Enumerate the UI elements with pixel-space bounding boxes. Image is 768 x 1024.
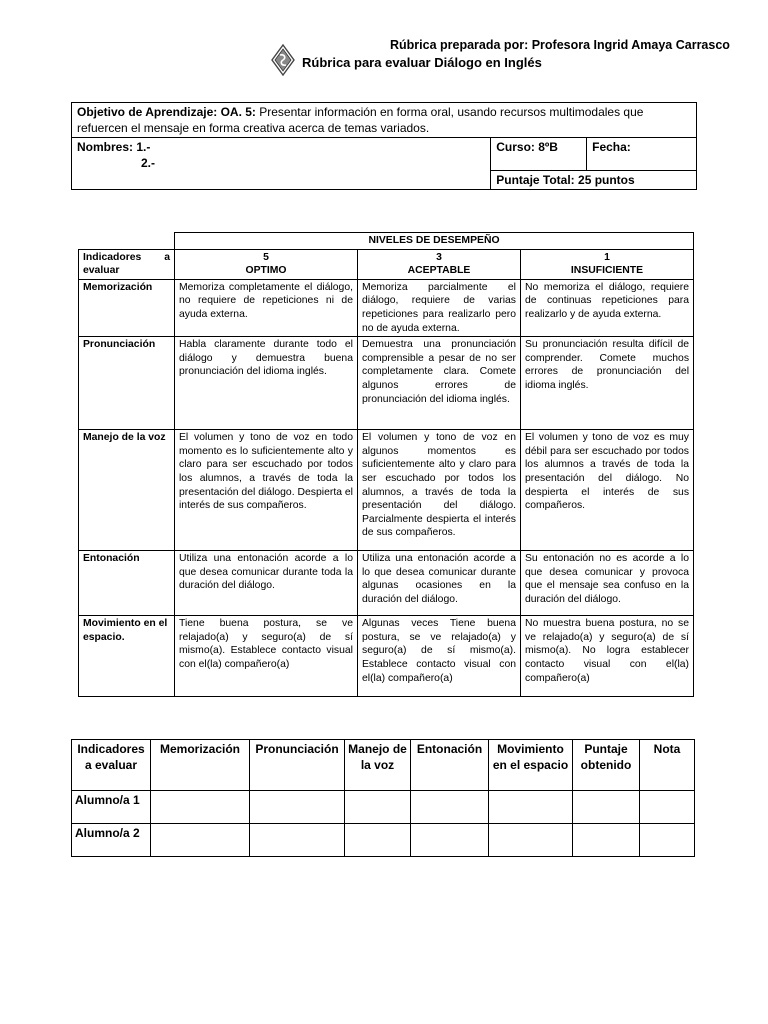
rubric-row-manejo-voz xyxy=(79,430,694,551)
level-score: 3 xyxy=(436,251,442,263)
school-crest-icon xyxy=(271,44,295,76)
score-cell[interactable] xyxy=(151,791,250,824)
score-header: Pronunciación xyxy=(250,740,345,791)
score-cell[interactable] xyxy=(489,824,573,857)
rubric-cell: Su entonación no es acorde a lo que desea comunicar y provoca que el mensaje sea confuso en la duración del diálogo. xyxy=(521,551,694,616)
rubric-cell: Algunas veces Tiene buena postura, se ve relajado(a) y seguro(a) de sí mismo(a). Establece contacto visual con el(la) compañero(a) xyxy=(358,616,521,697)
score-header: Entonación xyxy=(411,740,489,791)
level-name: OPTIMO xyxy=(245,264,287,276)
rubric-cell: El volumen y tono de voz en algunos momentos es suficientemente alto y claro para ser escuchado por todos los alumnos, a través de toda la presentación del diálogo. Parcialmente despierta el interés de sus compañeros. xyxy=(358,430,521,551)
indicator-label: Memorización xyxy=(79,279,175,336)
rubric-row-movimiento xyxy=(79,616,694,697)
rubric-cell: No memoriza el diálogo, requiere de continuas repeticiones para realizarlo y de ayuda externa. xyxy=(521,279,694,336)
rubric-row-pronunciacion xyxy=(79,337,694,430)
level-name: ACEPTABLE xyxy=(407,264,471,276)
date-field: Fecha: xyxy=(587,138,697,171)
score-header-row xyxy=(72,740,695,791)
rubric-cell: Demuestra una pronunciación comprensible a pesar de no ser completamente clara. Comete algunos errores de pronunciación del idioma inglés. xyxy=(358,337,521,430)
score-cell[interactable] xyxy=(250,791,345,824)
prepared-by: Rúbrica preparada por: Profesora Ingrid Amaya Carrasco xyxy=(390,38,730,52)
rubric-cell: El volumen y tono de voz en todo momento es lo suficientemente alto y claro para ser escuchado por todos los alumnos, a través de toda la presentación del diálogo. Despierta el interés de sus compañeros. xyxy=(175,430,358,551)
level-insuficiente xyxy=(521,249,694,279)
rubric-row-entonacion xyxy=(79,551,694,616)
rubric-row-memorizacion xyxy=(79,279,694,336)
score-table xyxy=(71,739,695,857)
rubric-cell: Su pronunciación resulta difícil de comprender. Comete muchos errores de pronunciación del idioma inglés. xyxy=(521,337,694,430)
course-field: Curso: 8ºB xyxy=(491,138,587,171)
rubric-table xyxy=(78,232,694,697)
score-cell[interactable] xyxy=(345,824,411,857)
rubric-cell: Utiliza una entonación acorde a lo que desea comunicar durante toda la duración del diálogo. xyxy=(175,551,358,616)
indicator-label: Pronunciación xyxy=(79,337,175,430)
names-second: 2.- xyxy=(141,156,156,170)
student-label: Alumno/a 2 xyxy=(72,824,151,857)
table-row xyxy=(72,791,695,824)
score-cell[interactable] xyxy=(250,824,345,857)
objective-row xyxy=(72,103,697,138)
objective-text: Presentar información en forma oral, usando recursos multimodales que refuercen el mensaje en forma creativa acerca de temas variados. xyxy=(77,105,644,135)
indicator-label: Entonación xyxy=(79,551,175,616)
names-label: Nombres: 1.- xyxy=(77,140,151,154)
rubric-cell: No muestra buena postura, no se ve relajado(a) y seguro(a) de sí mismo(a). No logra establecer contacto visual con el(la) compañero(a) xyxy=(521,616,694,697)
info-table xyxy=(71,102,697,190)
score-header: Manejo de la voz xyxy=(345,740,411,791)
score-header: Puntaje obtenido xyxy=(573,740,640,791)
rubric-cell: Tiene buena postura, se ve relajado(a) y seguro(a) de sí mismo(a). Establece contacto visual con el(la) compañero(a) xyxy=(175,616,358,697)
level-name: INSUFICIENTE xyxy=(570,264,644,276)
names-row xyxy=(72,138,697,171)
table-row xyxy=(72,824,695,857)
score-header: Indicadores a evaluar xyxy=(72,740,151,791)
names-cell xyxy=(72,138,491,190)
objective-cell xyxy=(72,103,697,138)
score-cell[interactable] xyxy=(411,824,489,857)
objective-label: Objetivo de Aprendizaje: OA. 5: xyxy=(77,105,256,119)
score-header: Movimiento en el espacio xyxy=(489,740,573,791)
rubric-cell: El volumen y tono de voz es muy débil para ser escuchado por todos los alumnos a través de toda la presentación del diálogo. No despierta el interés de sus compañeros. xyxy=(521,430,694,551)
rubric-cell: Memoriza parcialmente el diálogo, requiere de varias repeticiones para realizarlo pero no de ayuda externa. xyxy=(358,279,521,336)
level-score: 1 xyxy=(604,251,610,263)
indicator-label: Manejo de la voz xyxy=(79,430,175,551)
rubric-cell: Memoriza completamente el diálogo, no requiere de repeticiones ni de ayuda externa. xyxy=(175,279,358,336)
score-cell[interactable] xyxy=(640,824,695,857)
rubric-levels-title-row xyxy=(79,233,694,250)
rubric-header-row xyxy=(79,249,694,279)
score-cell[interactable] xyxy=(489,791,573,824)
score-header: Nota xyxy=(640,740,695,791)
level-score: 5 xyxy=(263,251,269,263)
indicator-label: Movimiento en el espacio. xyxy=(79,616,175,697)
score-cell[interactable] xyxy=(411,791,489,824)
indicator-header: Indicadores a evaluar xyxy=(79,249,175,279)
score-cell[interactable] xyxy=(345,791,411,824)
level-aceptable xyxy=(358,249,521,279)
rubric-cell: Utiliza una entonación acorde a lo que desea comunicar durante algunas ocasiones en la duración del diálogo. xyxy=(358,551,521,616)
score-header: Memorización xyxy=(151,740,250,791)
score-cell[interactable] xyxy=(573,791,640,824)
rubric-cell: Habla claramente durante todo el diálogo y demuestra buena pronunciación del idioma inglés. xyxy=(175,337,358,430)
score-cell[interactable] xyxy=(151,824,250,857)
document-title: Rúbrica para evaluar Diálogo en Inglés xyxy=(302,55,542,70)
level-optimo xyxy=(175,249,358,279)
levels-title: NIVELES DE DESEMPEÑO xyxy=(175,233,694,250)
score-cell[interactable] xyxy=(640,791,695,824)
student-label: Alumno/a 1 xyxy=(72,791,151,824)
total-score: Puntaje Total: 25 puntos xyxy=(491,171,697,190)
score-cell[interactable] xyxy=(573,824,640,857)
